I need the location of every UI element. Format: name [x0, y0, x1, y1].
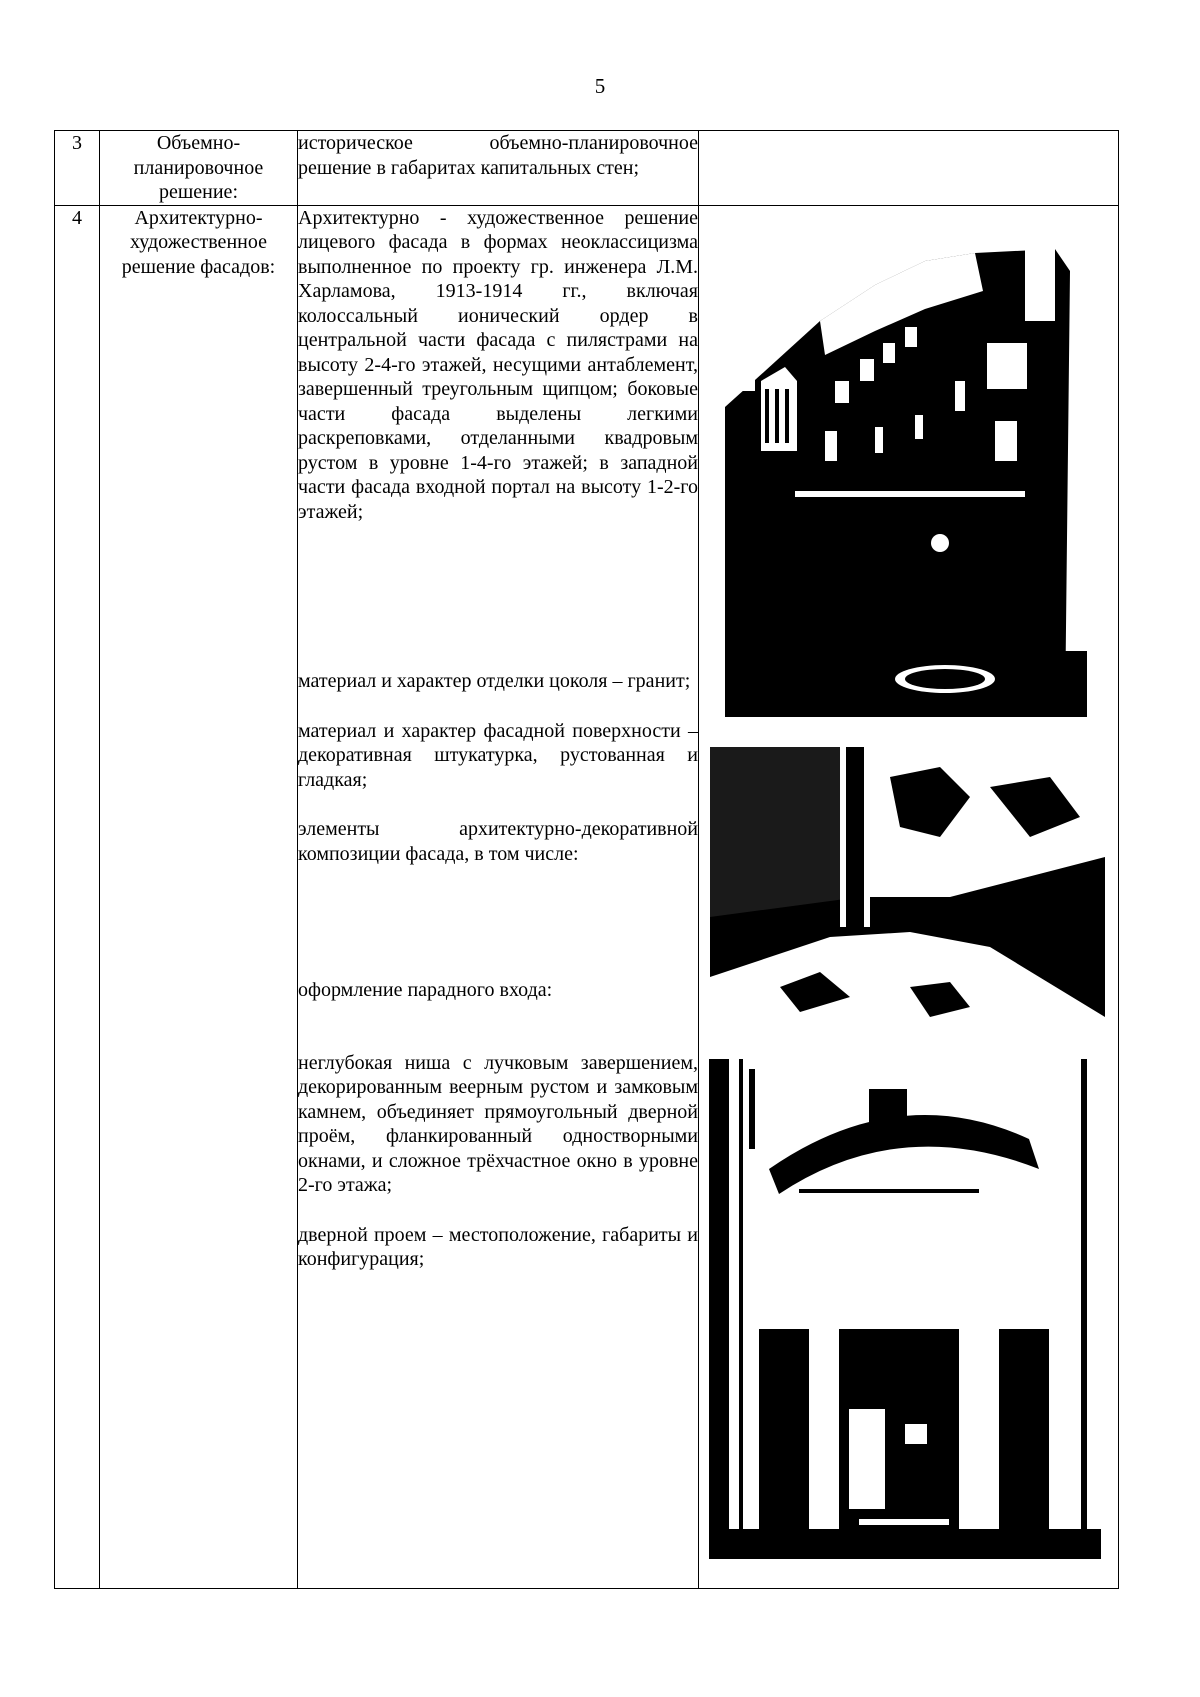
- description-paragraph: Архитектурно - художественное решение лицевого фасада в формах неоклассицизма выполненное по проекту гр. инженера Л.М. Харламова, 1913-1914 гг., включая колоссальный ионический ордер в центральной части фасада с пилястрами на высоту 2-4-го этажей, несущими антаблемент, завершенный треугольным щипцом; боковые части фасада выделены легкими раскреповками, отделанными квадровым рустом в уровне 1-4-го этажей; в западной части фасада входной портал на высоту 1-2-го этажей;: [298, 206, 698, 523]
- description-paragraph: оформление парадного входа:: [298, 979, 553, 1001]
- plinth-photo: [710, 747, 1105, 1050]
- page-number: 5: [594, 74, 606, 98]
- table-row: [55, 205, 1119, 1588]
- row-title: Архитектурно-художественное решение фасадов:: [100, 205, 298, 1588]
- row-number: 3: [55, 131, 100, 206]
- description-paragraph: историческое объемно-планировочное решение в габаритах капитальных стен;: [298, 132, 698, 179]
- row-description: [298, 205, 699, 1588]
- entrance-photo: [709, 1059, 1101, 1559]
- description-paragraph: материал и характер отделки цоколя – гранит;: [298, 670, 691, 692]
- description-paragraph: элементы архитектурно-декоративной композиции фасада, в том числе:: [298, 818, 698, 865]
- row-description: [298, 131, 699, 206]
- facade-photo: [725, 231, 1087, 717]
- protection-subject-table: [54, 130, 1119, 1589]
- table-row: [55, 131, 1119, 206]
- row-photo-cell: [699, 205, 1119, 1588]
- description-paragraph: дверной проем – местоположение, габариты и конфигурация;: [298, 1223, 698, 1270]
- row-title: Объемно-планировочное решение:: [100, 131, 298, 206]
- description-paragraph: материал и характер фасадной поверхности – декоративная штукатурка, рустованная и гладкая;: [298, 719, 698, 791]
- description-paragraph: неглубокая ниша с лучковым завершением, декорированным веерным рустом и замковым камнем, объединяет прямоугольный дверной проём, фланкированный одностворными окнами, и сложное трёхчастное окно в уровне 2-го этажа;: [298, 1051, 698, 1196]
- row-photo-cell: [699, 131, 1119, 206]
- row-number: 4: [55, 205, 100, 1588]
